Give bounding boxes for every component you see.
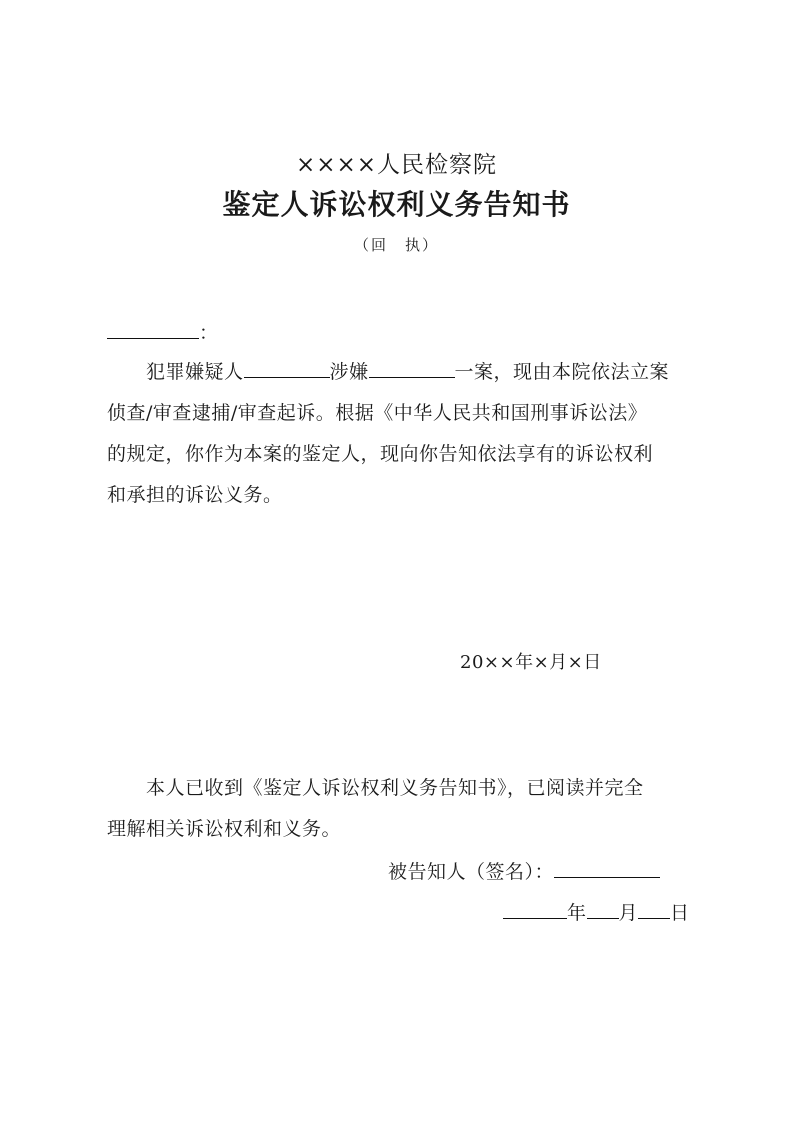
organization-name: ××××人民检察院 [295, 152, 498, 178]
year-label: 年 [567, 902, 587, 924]
addressee-colon: ： [199, 322, 219, 344]
receipt-date-line [503, 898, 690, 925]
month-label: 月 [618, 902, 639, 924]
charge-label: 涉嫌 [329, 361, 369, 383]
document-title: 鉴定人诉讼权利义务告知书 [222, 188, 571, 221]
suspect-label: 犯罪嫌疑人 [146, 361, 244, 383]
receipt-line-2: 理解相关诉讼权利和义务。 [107, 818, 342, 840]
receipt-line-1: 本人已收到《鉴定人诉讼权利义务告知书》，已阅读并完全 [146, 777, 644, 799]
year-blank[interactable] [503, 917, 567, 919]
suspect-name-blank[interactable] [244, 376, 330, 378]
signer-label: 被告知人（签名）： [388, 861, 555, 883]
signature-line [388, 857, 660, 884]
charge-blank[interactable] [369, 376, 455, 378]
notice-line-1 [146, 357, 669, 384]
addressee-blank[interactable] [107, 337, 199, 339]
notice-line-3: 的规定，你作为本案的鉴定人，现向你告知依法享有的诉讼权利 [107, 443, 654, 465]
notice-date: 20××年×月×日 [460, 652, 602, 673]
day-blank[interactable] [638, 917, 670, 919]
month-blank[interactable] [587, 917, 619, 919]
document-subtitle: （回 执） [353, 236, 439, 254]
notice-line-2: 侦查/审查逮捕/审查起诉。根据《中华人民共和国刑事诉讼法》 [107, 402, 648, 424]
addressee-line [107, 318, 219, 345]
notice-line-4: 和承担的诉讼义务。 [107, 484, 283, 506]
signature-blank[interactable] [554, 876, 660, 878]
case-text: 一案，现由本院依法立案 [454, 361, 670, 383]
day-label: 日 [670, 902, 690, 924]
